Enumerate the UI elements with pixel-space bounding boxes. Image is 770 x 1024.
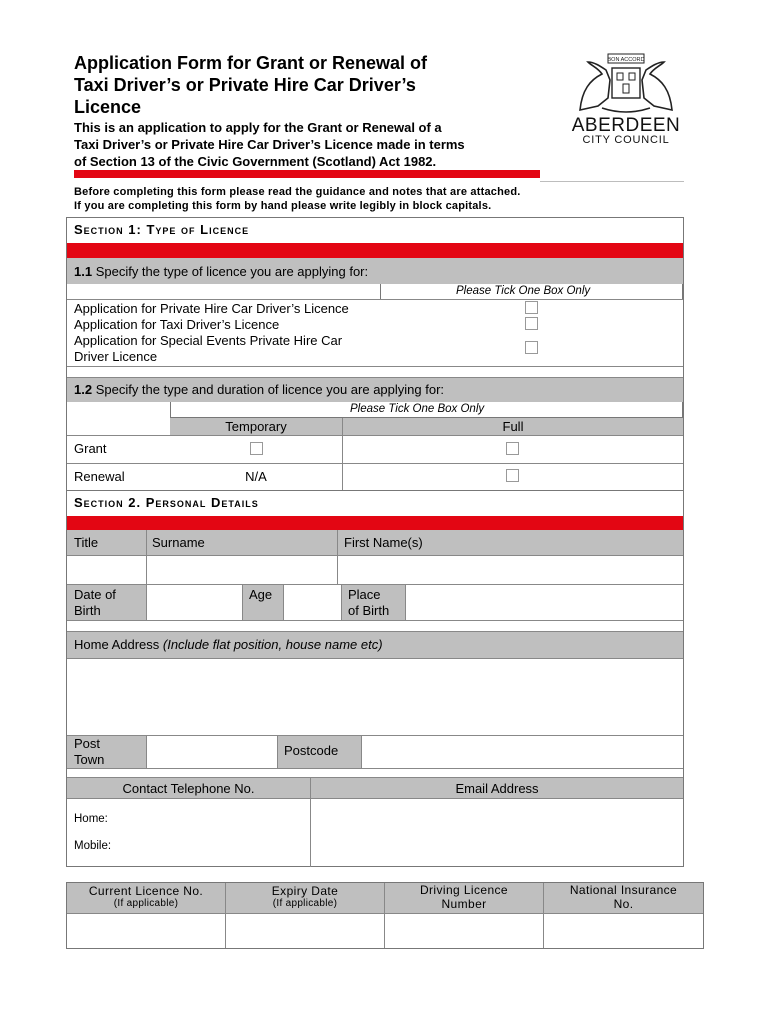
home-phone-field[interactable] bbox=[120, 806, 305, 830]
expiry-date-field[interactable] bbox=[226, 914, 384, 948]
mobile-phone-label: Mobile: bbox=[74, 840, 112, 852]
note-line-2: If you are completing this form by hand please write legibly in block capitals. bbox=[74, 200, 492, 212]
dob-label-line1: Date of bbox=[74, 587, 116, 602]
firstname-field[interactable] bbox=[338, 556, 683, 584]
checkbox-special-events[interactable] bbox=[525, 341, 538, 354]
divider bbox=[67, 463, 683, 464]
note-line-1: Before completing this form please read the guidance and notes that are attached. bbox=[74, 186, 521, 198]
town-label-line1: Post bbox=[74, 736, 101, 751]
intro-line-3: of Section 13 of the Civic Government (Scotland) Act 1982. bbox=[74, 154, 437, 169]
home-phone-label: Home: bbox=[74, 813, 108, 825]
question-1-2-text: Specify the type and duration of licence you are applying for: bbox=[92, 382, 445, 397]
divider bbox=[277, 736, 278, 768]
checkbox-private-hire[interactable] bbox=[525, 301, 538, 314]
question-1-1-text: Specify the type of licence you are applying for: bbox=[92, 264, 369, 279]
col-expiry-date bbox=[226, 884, 384, 909]
logo-subtitle: CITY COUNCIL bbox=[582, 134, 670, 146]
header-red-bar bbox=[74, 170, 540, 178]
divider bbox=[67, 299, 683, 300]
surname-field[interactable] bbox=[147, 556, 337, 584]
intro-line-2: Taxi Driver’s or Private Hire Car Driver’s Licence made in terms bbox=[74, 137, 465, 152]
header-rule bbox=[540, 181, 684, 182]
age-field[interactable] bbox=[284, 585, 341, 620]
column-temporary: Temporary bbox=[225, 419, 287, 434]
question-1-1-number: 1.1 bbox=[74, 264, 93, 279]
title-line-2: Taxi Driver’s or Private Hire Car Driver’s bbox=[74, 75, 416, 95]
question-1-1 bbox=[74, 264, 368, 280]
phone-label: Contact Telephone No. bbox=[122, 781, 255, 796]
divider bbox=[67, 366, 683, 367]
address-field[interactable] bbox=[67, 659, 683, 735]
option-special-events-line1: Application for Special Events Private Hire Car bbox=[74, 333, 343, 348]
divider bbox=[67, 435, 683, 436]
column-full: Full bbox=[502, 419, 524, 434]
town-field[interactable] bbox=[147, 736, 277, 768]
col-expiry-date-label: Expiry Date bbox=[271, 884, 339, 898]
title-field[interactable] bbox=[67, 556, 146, 584]
section-2-heading: Section 2. Personal Details bbox=[74, 495, 259, 510]
firstname-label: First Name(s) bbox=[344, 535, 423, 550]
divider bbox=[341, 585, 342, 620]
age-label: Age bbox=[249, 587, 273, 602]
section-1-red-bar bbox=[67, 243, 683, 258]
row-grant: Grant bbox=[74, 441, 107, 456]
col-driving-licence bbox=[385, 883, 543, 911]
intro-text bbox=[74, 119, 554, 170]
dob-field[interactable] bbox=[147, 585, 242, 620]
address-label-text: Home Address bbox=[74, 637, 160, 652]
option-private-hire: Application for Private Hire Car Driver’s Licence bbox=[74, 301, 349, 316]
tick-note-1: Please Tick One Box Only bbox=[456, 285, 591, 297]
col-national-insurance-line2: No. bbox=[613, 897, 634, 911]
col-expiry-date-sub: (If applicable) bbox=[272, 898, 338, 909]
national-insurance-field[interactable] bbox=[544, 914, 703, 948]
surname-label: Surname bbox=[152, 535, 205, 550]
dob-label bbox=[74, 587, 116, 619]
title-line-3: Licence bbox=[74, 97, 142, 117]
postcode-field[interactable] bbox=[362, 736, 683, 768]
town-label bbox=[74, 736, 104, 768]
col-driving-licence-line1: Driving Licence bbox=[419, 883, 509, 897]
divider bbox=[242, 585, 243, 620]
col-national-insurance-line1: National Insurance bbox=[569, 883, 678, 897]
logo-name: ABERDEEN bbox=[571, 115, 681, 136]
intro-line-1: This is an application to apply for the Grant or Renewal of a bbox=[74, 120, 442, 135]
tick-note-2: Please Tick One Box Only bbox=[350, 403, 485, 415]
postcode-label: Postcode bbox=[284, 743, 339, 758]
driving-licence-field[interactable] bbox=[385, 914, 543, 948]
question-1-2 bbox=[74, 382, 444, 398]
mobile-phone-field[interactable] bbox=[120, 834, 305, 858]
col-current-licence-sub: (If applicable) bbox=[113, 898, 179, 909]
renewal-temporary-na: N/A bbox=[245, 469, 267, 484]
completion-notes bbox=[74, 185, 674, 213]
section-1-heading: Section 1: Type of Licence bbox=[74, 222, 250, 237]
logo-motto: BON ACCORD bbox=[607, 57, 645, 63]
checkbox-grant-full[interactable] bbox=[506, 442, 519, 455]
title-line-1: Application Form for Grant or Renewal of bbox=[74, 53, 428, 73]
option-taxi: Application for Taxi Driver’s Licence bbox=[74, 317, 280, 332]
town-label-line2: Town bbox=[74, 752, 105, 767]
address-hint: (Include flat position, house name etc) bbox=[159, 637, 383, 652]
col-national-insurance bbox=[544, 883, 703, 911]
dob-label-line2: Birth bbox=[74, 603, 101, 618]
checkbox-taxi[interactable] bbox=[525, 317, 538, 330]
email-label: Email Address bbox=[455, 781, 539, 796]
coat-of-arms-icon bbox=[572, 50, 680, 116]
address-label bbox=[74, 637, 383, 653]
col-driving-licence-line2: Number bbox=[441, 897, 487, 911]
col-current-licence-label: Current Licence No. bbox=[88, 884, 204, 898]
checkbox-grant-temporary[interactable] bbox=[250, 442, 263, 455]
row-renewal: Renewal bbox=[74, 469, 125, 484]
title-label: Title bbox=[74, 535, 99, 550]
form-title bbox=[74, 52, 554, 118]
option-special-events-line2: Driver Licence bbox=[74, 349, 158, 364]
email-field[interactable] bbox=[311, 799, 683, 866]
current-licence-field[interactable] bbox=[67, 914, 225, 948]
section-2-red-bar bbox=[67, 516, 683, 530]
pob-label-line1: Place bbox=[348, 587, 381, 602]
pob-label-line2: of Birth bbox=[348, 603, 390, 618]
divider bbox=[67, 620, 683, 621]
question-1-2-number: 1.2 bbox=[74, 382, 93, 397]
checkbox-renewal-full[interactable] bbox=[506, 469, 519, 482]
pob-field[interactable] bbox=[406, 585, 683, 620]
pob-label bbox=[348, 587, 389, 619]
col-current-licence bbox=[67, 884, 225, 909]
divider bbox=[67, 768, 683, 769]
